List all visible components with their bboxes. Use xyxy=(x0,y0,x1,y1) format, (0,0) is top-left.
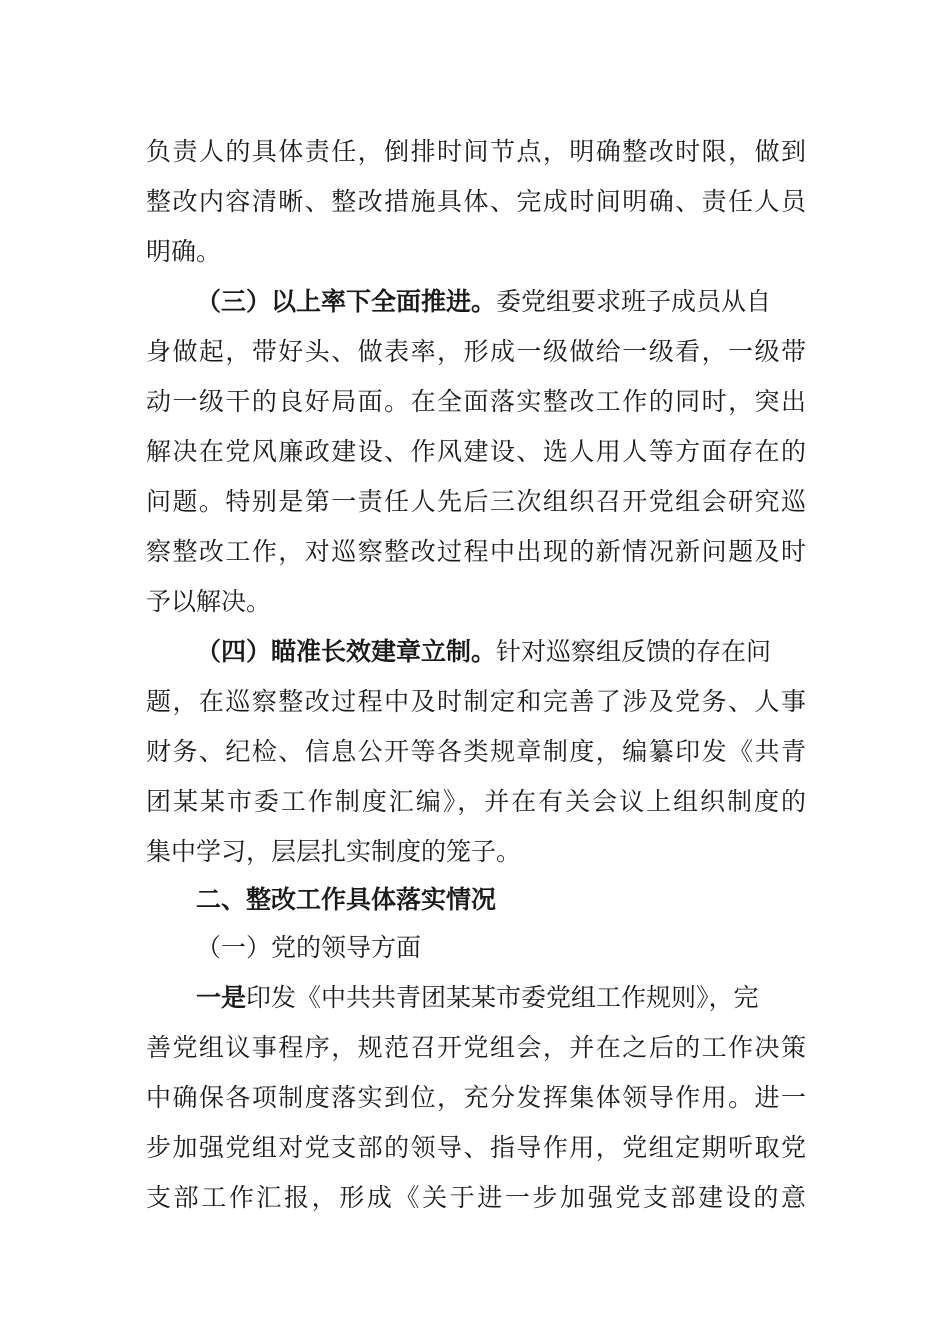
text-line: 明确。 xyxy=(146,237,222,266)
text-line: 步加强党组对党支部的领导、指导作用，党组定期听取党 xyxy=(146,1133,806,1162)
text-line: 察整改工作，对巡察整改过程中出现的新情况新问题及时 xyxy=(146,537,806,566)
paragraph-heading-line xyxy=(146,282,806,322)
text-line: 支部工作汇报，形成《关于进一步加强党支部建设的意 xyxy=(146,1183,806,1212)
text-line: 财务、纪检、信息公开等各类规章制度，编纂印发《共青 xyxy=(146,737,806,766)
text-line: 予以解决。 xyxy=(146,587,272,616)
text-run: 针对巡察组反馈的存在问 xyxy=(496,637,772,666)
text-line: 问题。特别是第一责任人先后三次组织召开党组会研究巡 xyxy=(146,487,806,516)
text-line: 题，在巡察整改过程中及时制定和完善了涉及党务、人事 xyxy=(146,687,806,716)
section-heading: 二、整改工作具体落实情况 xyxy=(196,885,497,914)
subsection-heading: 以上率下全面推进。 xyxy=(271,287,497,316)
paragraph-heading-line xyxy=(146,632,806,672)
text-line: 负责人的具体责任，倒排时间节点，明确整改时限，做到 xyxy=(146,137,806,166)
paragraph-lead-line xyxy=(146,978,806,1018)
text-line: 解决在党风廉政建设、作风建设、选人用人等方面存在的 xyxy=(146,437,806,466)
text-line: 动一级干的良好局面。在全面落实整改工作的同时，突出 xyxy=(146,387,806,416)
text-line: 身做起，带好头、做表率，形成一级做给一级看，一级带 xyxy=(146,337,806,366)
text-line: 善党组议事程序，规范召开党组会，并在之后的工作决策 xyxy=(146,1033,806,1062)
text-run: 印发《中共共青团某某市委党组工作规则》，完 xyxy=(246,983,759,1012)
text-line: 整改内容清晰、整改措施具体、完成时间明确、责任人员 xyxy=(146,187,806,216)
text-run: 委党组要求班子成员从自 xyxy=(496,287,772,316)
section-marker: （一） xyxy=(196,933,272,962)
subsection-heading: 党的领导方面 xyxy=(271,933,422,962)
subsection-heading: 瞄准长效建章立制。 xyxy=(271,637,497,666)
text-line: 中确保各项制度落实到位，充分发挥集体领导作用。进一 xyxy=(146,1083,806,1112)
section-marker: （四） xyxy=(196,637,272,666)
text-line: 集中学习，层层扎实制度的笼子。 xyxy=(146,837,522,866)
lead-phrase: 一是 xyxy=(196,983,247,1012)
text-line: 团某某市委工作制度汇编》，并在有关会议上组织制度的 xyxy=(146,787,806,816)
section-marker: （三） xyxy=(196,287,272,316)
subsection-heading-line xyxy=(146,928,806,968)
